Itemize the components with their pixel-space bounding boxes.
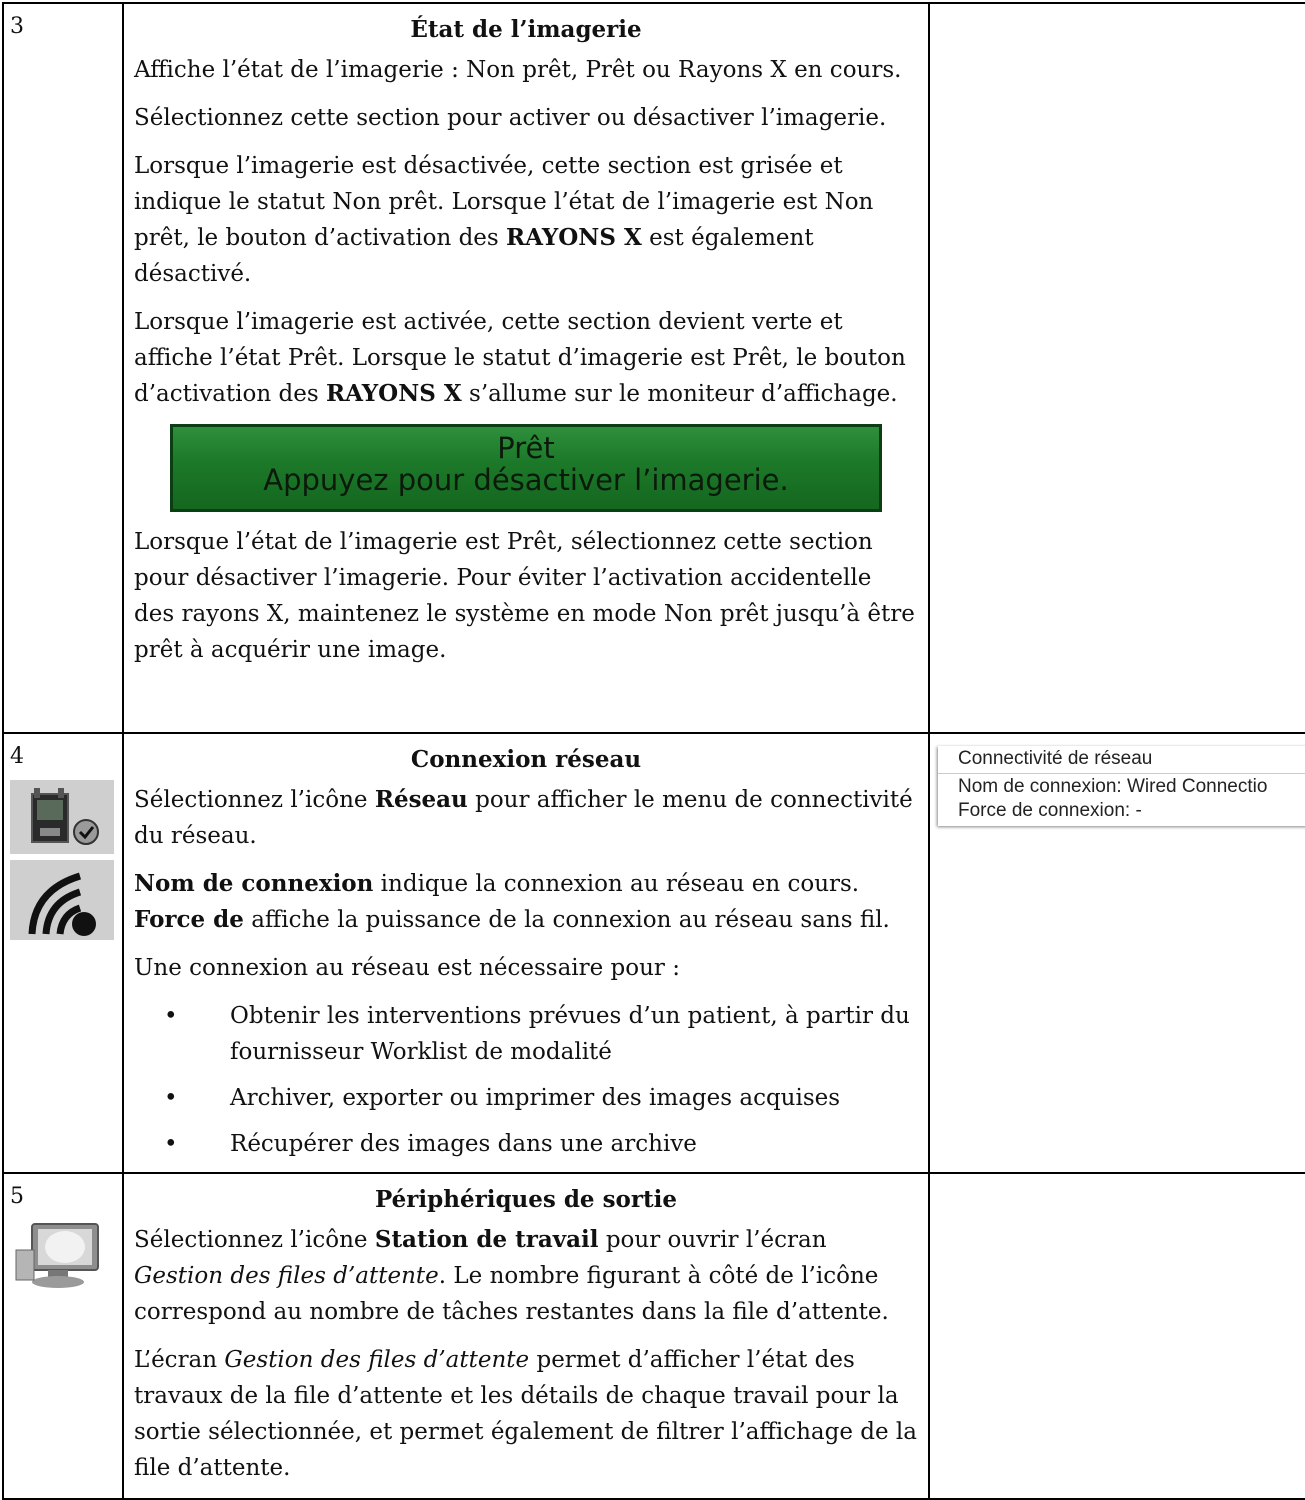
text-run: . Le nombre figurant à côté de l’icône correspond au nombre de tâches restantes dans la file d’attente.	[134, 1263, 889, 1325]
paragraph: Sélectionnez cette section pour activer ou désactiver l’imagerie.	[134, 105, 887, 131]
list-item-text: Récupérer des images dans une archive	[230, 1131, 697, 1157]
text-run: indique la connexion au réseau en cours.	[373, 871, 860, 897]
network-connectivity-popup	[938, 746, 1305, 826]
paragraph: Lorsque l’état de l’imagerie est Prêt, sélectionnez cette section pour désactiver l’imagerie. Pour éviter l’activation accidentelle des rayons X, maintenez le système en mode Non prêt jusqu’à être prêt à acquérir une image.	[134, 529, 915, 663]
bold-term: RAYONS X	[506, 224, 642, 251]
bold-term: RAYONS X	[325, 380, 462, 407]
italic-term: Gestion des files d’attente	[134, 1263, 439, 1289]
italic-term: Gestion des files d’attente	[224, 1347, 530, 1373]
paragraph	[134, 304, 918, 412]
ready-status-hint: Appuyez pour désactiver l’imagerie.	[263, 462, 789, 497]
text-run: Sélectionnez l’icône	[134, 787, 375, 813]
row-figure-empty	[929, 3, 1305, 733]
row-description	[123, 3, 929, 733]
text-run: affiche la puissance de la connexion au réseau sans fil.	[243, 907, 890, 933]
section-title: Périphériques de sortie	[375, 1186, 677, 1213]
paragraph	[134, 148, 918, 292]
row-number-text: 4	[10, 744, 24, 769]
section-title: Connexion réseau	[410, 746, 642, 773]
paragraph: Une connexion au réseau est nécessaire pour :	[134, 955, 680, 981]
list-item-text: Archiver, exporter ou imprimer des images acquises	[230, 1085, 841, 1111]
text-run: Sélectionnez l’icône	[134, 1227, 375, 1253]
bold-term: Force de	[134, 906, 244, 933]
list-item	[134, 1126, 918, 1162]
paragraph	[134, 866, 918, 938]
paragraph	[134, 1222, 918, 1330]
list-item-text: Obtenir les interventions prévues d’un patient, à partir du fournisseur Worklist de modalité	[230, 1003, 910, 1065]
list-item	[134, 1080, 918, 1116]
text-run: pour afficher le menu de connectivité du réseau.	[134, 787, 913, 849]
ready-status-label: Prêt	[497, 431, 555, 465]
text-run: Lorsque l’imagerie est désactivée, cette section est grisée et indique le statut Non prêt. Lorsque l’état de l’imagerie est Non prêt, le bouton d’activation des	[134, 153, 874, 251]
row-figure-empty	[929, 1173, 1305, 1499]
workstation-icon	[10, 1220, 110, 1290]
bold-term: Station de travail	[374, 1226, 599, 1253]
popup-header: Connectivité de réseau	[938, 746, 1305, 774]
row-number-text: 5	[10, 1184, 24, 1209]
bold-term: Réseau	[374, 786, 468, 813]
bullet-marker: •	[164, 1131, 178, 1157]
bullet-marker: •	[164, 1003, 178, 1029]
section-title: État de l’imagerie	[410, 16, 642, 43]
row-number	[3, 3, 123, 733]
bullet-marker: •	[164, 1085, 178, 1111]
text-run: s’allume sur le moniteur d’affichage.	[461, 381, 898, 407]
connection-name: Nom de connexion: Wired Connectio	[958, 776, 1268, 797]
text-run: permet d’afficher l’état des travaux de la file d’attente et les détails de chaque travail pour la sortie sélectionnée, et permet également de filtrer l’affichage de la file d’attente.	[134, 1347, 917, 1481]
text-run: Lorsque l’imagerie est activée, cette section devient verte et affiche l’état Prêt. Lorsque le statut d’imagerie est Prêt, le bouton d’activation des	[134, 309, 906, 407]
row-number	[3, 1173, 123, 1499]
wifi-icon	[10, 860, 114, 940]
connection-strength: Force de connexion: -	[958, 800, 1142, 821]
text-run: est également désactivé.	[134, 225, 814, 287]
text-run: L’écran	[134, 1347, 225, 1373]
row-number-text: 3	[10, 14, 24, 39]
paragraph	[134, 782, 918, 854]
table-row	[3, 1173, 1305, 1499]
ready-status-button[interactable]	[170, 424, 882, 512]
row-figure	[929, 733, 1305, 1173]
paragraph: Affiche l’état de l’imagerie : Non prêt, Prêt ou Rayons X en cours.	[134, 57, 902, 83]
list-item	[134, 998, 918, 1070]
row-description	[123, 1173, 929, 1499]
bullet-list	[134, 998, 918, 1162]
paragraph	[134, 1342, 918, 1486]
feature-table	[2, 2, 1305, 1500]
row-description	[123, 733, 929, 1173]
row-number	[3, 733, 123, 1173]
bold-term: Nom de connexion	[134, 870, 374, 897]
network-wired-icon	[10, 780, 114, 854]
table-row	[3, 733, 1305, 1173]
text-run: pour ouvrir l’écran	[598, 1227, 827, 1253]
table-row	[3, 3, 1305, 733]
